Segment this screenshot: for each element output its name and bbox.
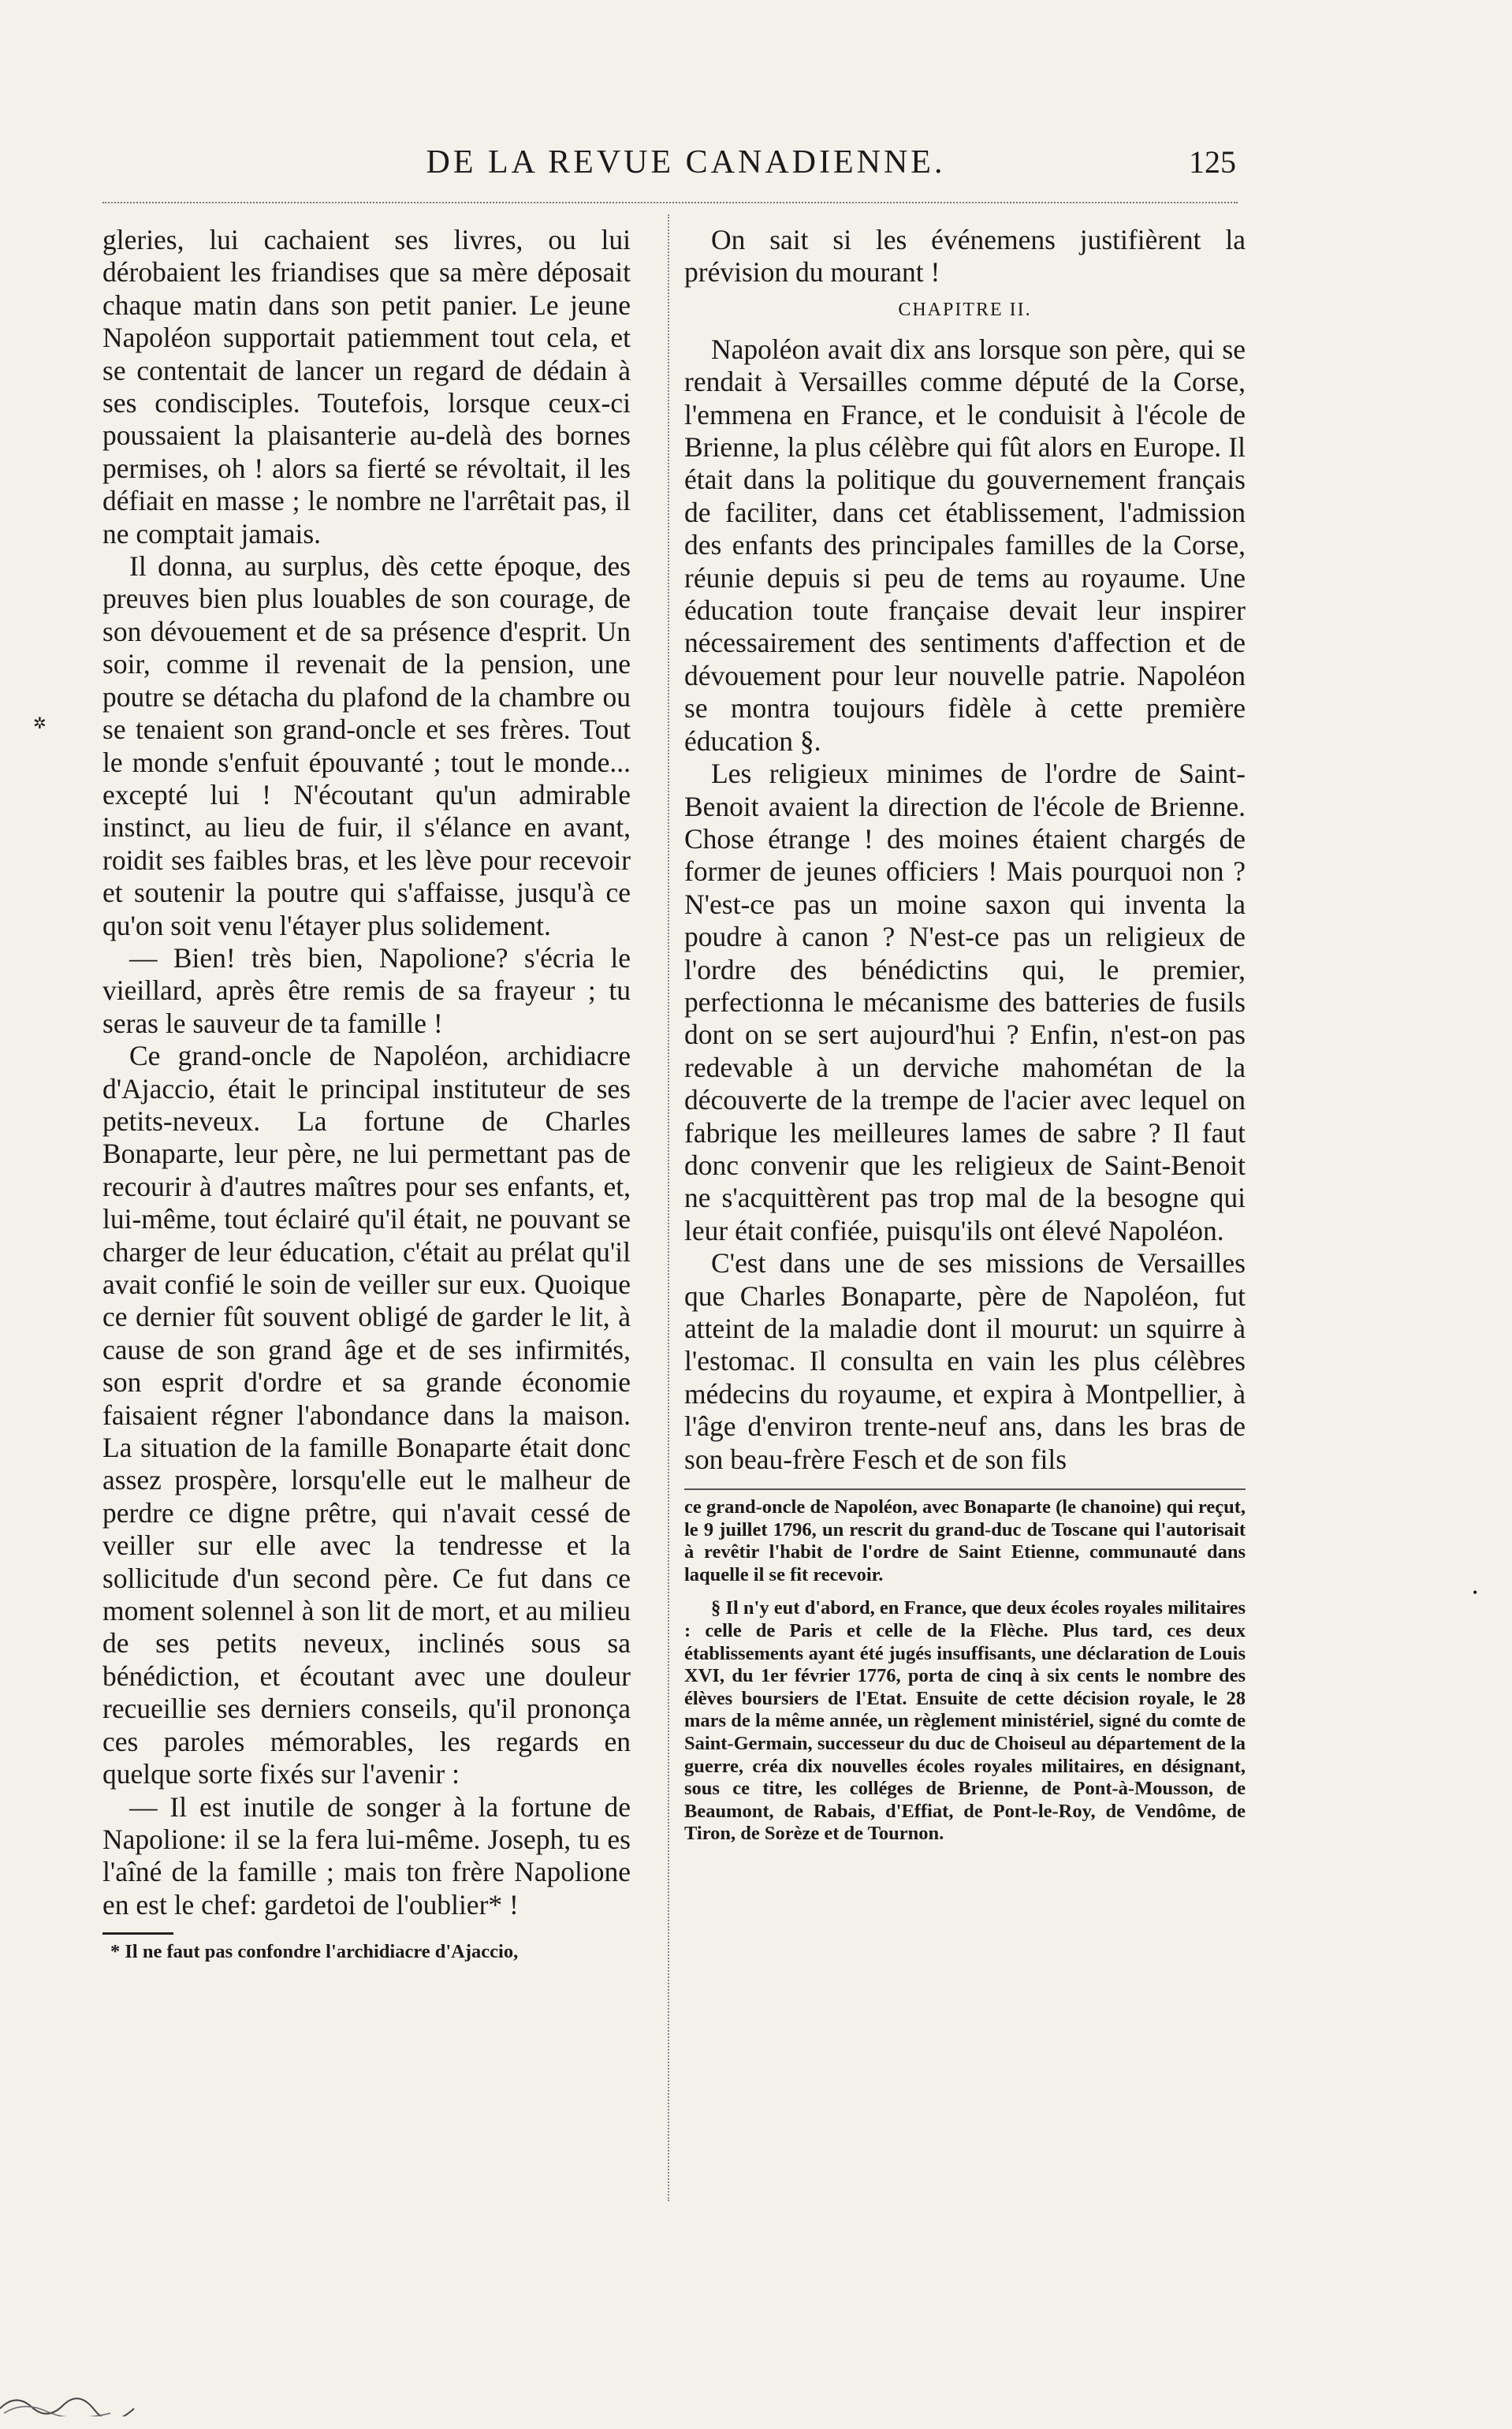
running-header: DE LA REVUE CANADIENNE. [426,144,946,181]
left-column [102,224,631,1964]
scan-artifact [0,2385,142,2416]
footnote-rule [102,1932,173,1935]
footnote-rule [684,1488,1246,1490]
paragraph: Il donna, au surplus, dès cette époque, des preuves bien plus louables de son courage, de son dévouement et de sa présence d'esprit. Un soir, comme il revenait de la pension, une poutre se détacha du plafond de la chambre ou se tenaient son grand-oncle et ses frères. Tout le monde s'enfuit épouvanté ; tout le monde... excepté lui ! N'écoutant qu'un admirable instinct, au lieu de fuir, il s'élance en avant, roidit ses faibles bras, et les lève pour recevoir et soutenir la poutre qui s'affaisse, jusqu'à ce qu'on soit venu l'étayer plus solidement. [102,550,631,941]
paragraph: Napoléon avait dix ans lorsque son père, qui se rendait à Versailles comme député de la Corse, l'emmena en France, et le conduisit à l'école de Brienne, la plus célèbre qui fût alors en Europe. Il était dans la politique du gouvernement français de faciliter, dans cet établissement, l'admission des enfants des principales familles de la Corse, réunie depuis si peu de tems au royaume. Une éducation toute française devait leur inspirer nécessairement des sentiments d'affection et de dévouement pour leur nouvelle patrie. Napoléon se montra toujours fidèle à cette première éducation §. [684,333,1246,757]
margin-mark-left: ✲ [33,715,47,732]
right-column [684,224,1246,1857]
paragraph: On sait si les événemens justifièrent la prévision du mourant ! [684,224,1246,289]
margin-mark-right: • [1473,1585,1478,1600]
paragraph: Ce grand-oncle de Napoléon, archidiacre d'Ajaccio, était le principal instituteur de ses petits-neveux. La fortune de Charles Bonaparte, leur père, ne lui permettant pas de recourir à d'autres maîtres pour ses enfants, et, lui-même, tout éclairé qu'il était, ne pouvant se charger de leur éducation, c'était au prélat qu'il avait confié le soin de veiller sur eux. Quoique ce dernier fût souvent obligé de garder le lit, à cause de son grand âge et de ses infirmités, son esprit d'ordre et sa grande économie faisaient régner l'abondance dans la maison. La situation de la famille Bonaparte était donc assez prospère, lorsqu'elle eut le malheur de perdre ce digne prêtre, qui n'avait cessé de veiller sur elle avec la tendresse et la sollicitude d'un second père. Ce fut dans ce moment solennel à son lit de mort, et au milieu de ses petits neveux, inclinés sous sa bénédiction, et écoutant avec une douleur recueillie ses derniers conseils, qu'il prononça ces paroles mémorables, les regards en quelque sorte fixés sur l'avenir : [102,1040,631,1790]
footnote: * Il ne faut pas confondre l'archidiacre d'Ajaccio, [110,1941,519,1963]
paragraph: — Il est inutile de songer à la fortune de Napolione: il se la fera lui-même. Joseph, tu es l'aîné de la famille ; mais ton frère Napolione en est le chef: gardetoi de l'oublier* ! [102,1790,631,1920]
header-rule [102,202,1238,203]
paragraph: C'est dans une de ses missions de Versailles que Charles Bonaparte, père de Napoléon, fut atteint de la maladie dont il mourut: un squirre à l'estomac. Il consulta en vain les plus célèbres médecins du royaume, et expira à Montpellier, à l'âge d'environ trente-neuf ans, dans les bras de son beau-frère Fesch et de son fils [684,1247,1246,1475]
footnote: § Il n'y eut d'abord, en France, que deux écoles royales militaires : celle de Paris et celle de la Flèche. Plus tard, ces deux établissements ayant été jugés insuffisants, une déclaration de Louis XVI, du 1er février 1776, porta de cinq à six cents le nombre des élèves boursiers de l'Etat. Ensuite de cette décision royale, le 28 mars de la même année, un règlement ministériel, signé du comte de Saint-Germain, successeur du duc de Choiseul au département de la guerre, créa dix nouvelles écoles royales militaires, en désignant, sous ce titre, les colléges de Brienne, de Pont-à-Mousson, de Beaumont, de Rabais, d'Effiat, de Pont-le-Roy, de Vendôme, de Tiron, de Sorèze et de Tournon. [684,1597,1246,1845]
chapter-heading: CHAPITRE II. [898,299,1032,320]
paragraph: gleries, lui cachaient ses livres, ou lui dérobaient les friandises que sa mère déposait chaque matin dans son petit panier. Le jeune Napoléon supportait patiemment tout cela, et se contentait de lancer un regard de dédain à ses condisciples. Toutefois, lorsque ceux-ci poussaient la plaisanterie au-delà des bornes permises, oh ! alors sa fierté se révoltait, il les défiait en masse ; le nombre ne l'arrêtait pas, il ne comptait jamais. [102,224,631,550]
column-divider [668,214,669,2201]
page-number: 125 [1189,144,1236,180]
footnote: ce grand-oncle de Napoléon, avec Bonaparte (le chanoine) qui reçut, le 9 juillet 1796, un rescrit du grand-duc de Toscane qui l'autorisait à revêtir l'habit de l'ordre de Saint Etienne, communauté dans laquelle il se fit recevoir. [684,1496,1246,1585]
paragraph: Les religieux minimes de l'ordre de Saint-Benoit avaient la direction de l'école de Brienne. Chose étrange ! des moines étaient chargés de former de jeunes officiers ! Mais pourquoi non ? N'est-ce pas un moine saxon qui inventa la poudre à canon ? N'est-ce pas un religieux de l'ordre des bénédictins qui, le premier, perfectionna le mécanisme des batteries de fusils dont on se sert aujourd'hui ? Enfin, n'est-on pas redevable à un derviche mahométan de la découverte de la trempe de l'acier avec lequel on fabrique les meilleures lames de sabre ? Il faut donc convenir que les religieux de Saint-Benoit ne s'acquittèrent pas trop mal de la besogne qui leur était confiée, puisqu'ils ont élevé Napoléon. [684,758,1246,1246]
paragraph: — Bien! très bien, Napolione? s'écria le vieillard, après être remis de sa frayeur ; tu seras le sauveur de ta famille ! [102,941,631,1039]
